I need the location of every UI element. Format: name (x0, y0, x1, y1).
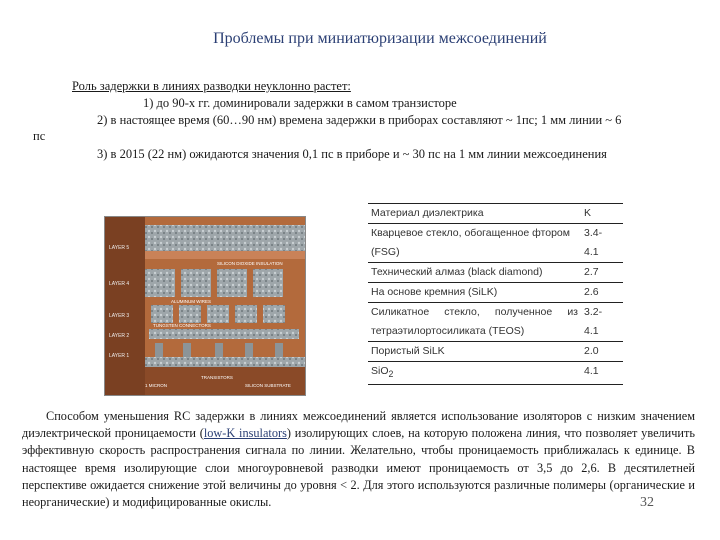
material-cell: На основе кремния (SiLK) (368, 283, 581, 303)
material-cell-justified (368, 303, 581, 322)
page-number: 32 (640, 495, 654, 510)
subscript: 2 (388, 369, 394, 380)
body-paragraph (22, 408, 695, 511)
layer-label: LAYER 5 (109, 245, 130, 251)
table-header-row (368, 204, 623, 224)
table-row (368, 342, 623, 362)
table-row (368, 322, 623, 342)
k-cell: 4.1 (581, 362, 623, 385)
table-row (368, 362, 623, 385)
figure-label: SILICON DIOXIDE INSULATION (217, 261, 283, 266)
material-cell (368, 362, 581, 385)
k-cell: 4.1 (581, 322, 623, 342)
interconnect-cross-section-image (104, 216, 306, 396)
layer-label: LAYER 2 (109, 333, 130, 339)
material-cell: (FSG) (368, 243, 581, 263)
k-cell: 4.1 (581, 243, 623, 263)
table-header-material: Материал диэлектрика (368, 204, 581, 224)
k-cell: 3.2- (584, 306, 603, 318)
material-cell: Технический алмаз (black diamond) (368, 263, 581, 283)
material-word: стекло, (444, 306, 480, 318)
figure-label: TRANSISTORS (201, 375, 233, 380)
material-cell: тетраэтилортосиликата (TEOS) (368, 322, 581, 342)
low-k-insulators-link[interactable]: low-K insulators (203, 426, 287, 441)
paragraph-text-after: ) изолирующих слоев, на которую положена линия, что позволяет увеличить эффективную скорость распространения сигнала по линии. Желательно, чтобы проницаемость приближалась к единице. В настоящее время изолирующие слои многоуровневой разводки имеют проницаемость от 3,5 до 2,6. В десятилетней перспективе ожидается снижение этой величины до уровня < 2. Для этого используются различные полимеры (органические и неорганические) и модифицированные окислы. (22, 426, 695, 510)
layer-label: LAYER 3 (109, 313, 130, 319)
k-cell: 3.4- (584, 227, 603, 239)
k-cell: 2.7 (581, 263, 623, 283)
material-word: Силикатное (371, 306, 430, 318)
table-row (368, 303, 623, 323)
figure-label: 1 MICRON (145, 383, 168, 388)
material-text: SiO (371, 365, 389, 377)
material-word: полученное (494, 306, 553, 318)
material-cell: Кварцевое стекло, обогащенное фтором (371, 227, 570, 239)
table-row (368, 263, 623, 283)
figure-label: TUNGSTEN CONNECTORS (153, 323, 211, 328)
slide-title: Проблемы при миниатюризации межсоединений (213, 30, 547, 47)
material-cell: Пористый SiLK (368, 342, 581, 362)
point-2: 2) в настоящее время (60…90 нм) времена задержки в приборах составляют ~ 1пс; 1 мм линии ~ 6 (97, 113, 622, 127)
dielectric-table (368, 203, 623, 385)
paragraph-text-before: Способом уменьшения RC задержки в линиях межсоединений является использование изоляторов с низким значением диэлектрической проницаемости ( (22, 409, 695, 441)
point-2-continuation: пс (33, 129, 46, 143)
material-word: из (567, 306, 578, 318)
point-3: 3) в 2015 (22 нм) ожидаются значения 0,1 пс в приборе и ~ 30 пс на 1 мм линии межсоединения (97, 147, 607, 161)
point-1: 1) до 90-х гг. доминировали задержки в самом транзисторе (143, 96, 457, 110)
layer-label: LAYER 4 (109, 281, 130, 287)
table-header-k: K (581, 204, 623, 224)
figure-label: SILICON SUBSTRATE (245, 383, 291, 388)
figure-label: ALUMINUM WIRES (171, 299, 212, 304)
table-row (368, 283, 623, 303)
layer-label: LAYER 1 (109, 353, 130, 359)
k-cell: 2.6 (581, 283, 623, 303)
table-row (368, 224, 623, 244)
intro-line: Роль задержки в линиях разводки неуклонно растет: (72, 79, 351, 93)
table-row (368, 243, 623, 263)
k-cell: 2.0 (581, 342, 623, 362)
